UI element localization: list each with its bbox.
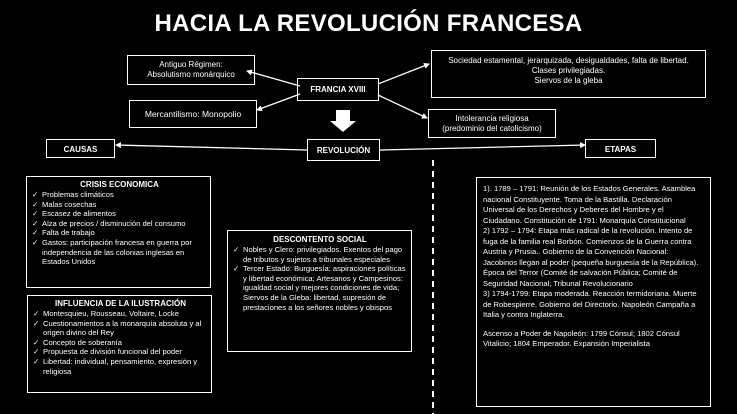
intolerancia-box: Intolerancia religiosa (predominio del catolicismo) [428,109,556,138]
list-item: ✓ Falta de trabajo [32,228,207,238]
big-down-arrow [330,110,356,132]
page-title: HACIA LA REVOLUCIÓN FRANCESA [154,10,583,37]
arrow-to-intolerancia [378,95,427,118]
mercantilismo-box: Mercantilismo: Monopolio [129,100,257,128]
list-item: ✓ Malas cosechas [32,200,207,210]
descontento-social-box [227,230,412,352]
list-item: ✓ Escasez de alimentos [32,209,207,219]
list-item: ✓ Gastos: participación francesa en guerra por independencia de las colonias inglesas en Estados Unidos [32,238,207,267]
crisis-economica-box [26,176,211,288]
arrow-to-mercantilismo [257,94,300,110]
list-item: ✓ Problemas climáticos [32,190,207,200]
list-item: ✓ Concepto de soberanía [33,338,208,348]
antiguo-regimen-box: Antiguo Régimen: Absolutismo monárquico [127,55,255,85]
etapas-box: ETAPAS [585,139,656,158]
arrow-to-sociedad [378,64,429,84]
list-item: ✓ Tercer Estado: Burguesía: aspiraciones políticas y libertad económica; Artesanos y Campesinos: igualdad social y mejores condiciones de vida; Siervos de la Gleba: libertad, supresión de prestaciones a los señores nobles y obispos [233,264,407,312]
causas-box: CAUSAS [46,139,115,158]
arrow-to-etapas [380,145,585,150]
list-item: ✓ Montesquieu, Rousseau, Voltaire, Locke [33,309,208,319]
etapas-detail-box [476,177,711,407]
etapa-napoleon: Ascenso a Poder de Napoleón: 1799 Cónsul; 1802 Cónsul Vitalicio; 1804 Emperador. Expansión Imperialista [483,328,680,348]
ilustracion-box [27,295,212,393]
list-item: ✓ Cuestionamientos a la monarquía absoluta y al origen divino del Rey [33,319,208,338]
etapa-1: 1). 1789 – 1791: Reunión de los Estados Generales. Asamblea nacional Constituyente. Toma de la Bastilla. Declaración Universal de los Derechos y Deberes del Hombre y el Ciudadano. Constitución de 1791: Monarquía Constitucional [483,184,696,225]
list-item: ✓ Libertad: individual, pensamiento, expresión y religiosa [33,357,208,376]
list-item: ✓ Alza de precios / disminución del consumo [32,219,207,229]
list-item: ✓ Propuesta de división funcional del poder [33,347,208,357]
etapa-2: 2) 1792 – 1794: Etapa más radical de la revolución. Intento de fuga de la familia real Borbón. Comienzos de la Guerra contra Austria y Prusia.. Gobierno de la Convención Nacional: Jacobinos llegan al poder (pequeña burguesía de la República). Época del Terror (Comité de salvación Pública; Comité de Seguridad Nacional; Tribunal Revolucionario [483,226,699,288]
sociedad-box: Sociedad estamental, jerarquizada, desigualdades, falta de libertad. Clases privilegiadas. Siervos de la gleba [431,50,706,98]
etapa-3: 3) 1794-1799: Etapa moderada. Reacción termidoriana. Muerte de Robespierre. Gobierno del Directorio. Napoleón Campaña a Italia y contra Inglaterra. [483,289,697,319]
francia-box: FRANCIA XVIII [297,78,379,101]
crisis-title: CRISIS ECONOMICA [80,180,159,189]
ilustracion-title: INFLUENCIA DE LA ILUSTRACIÓN [55,299,186,308]
descontento-title: DESCONTENTO SOCIAL [273,235,367,244]
list-item: ✓ Nobles y Clero: privilegiados. Exentos del pago de tributos y sujetos a tribunales especiales [233,245,407,264]
arrow-to-causas [116,145,307,150]
revolucion-box: REVOLUCIÓN [307,139,380,161]
